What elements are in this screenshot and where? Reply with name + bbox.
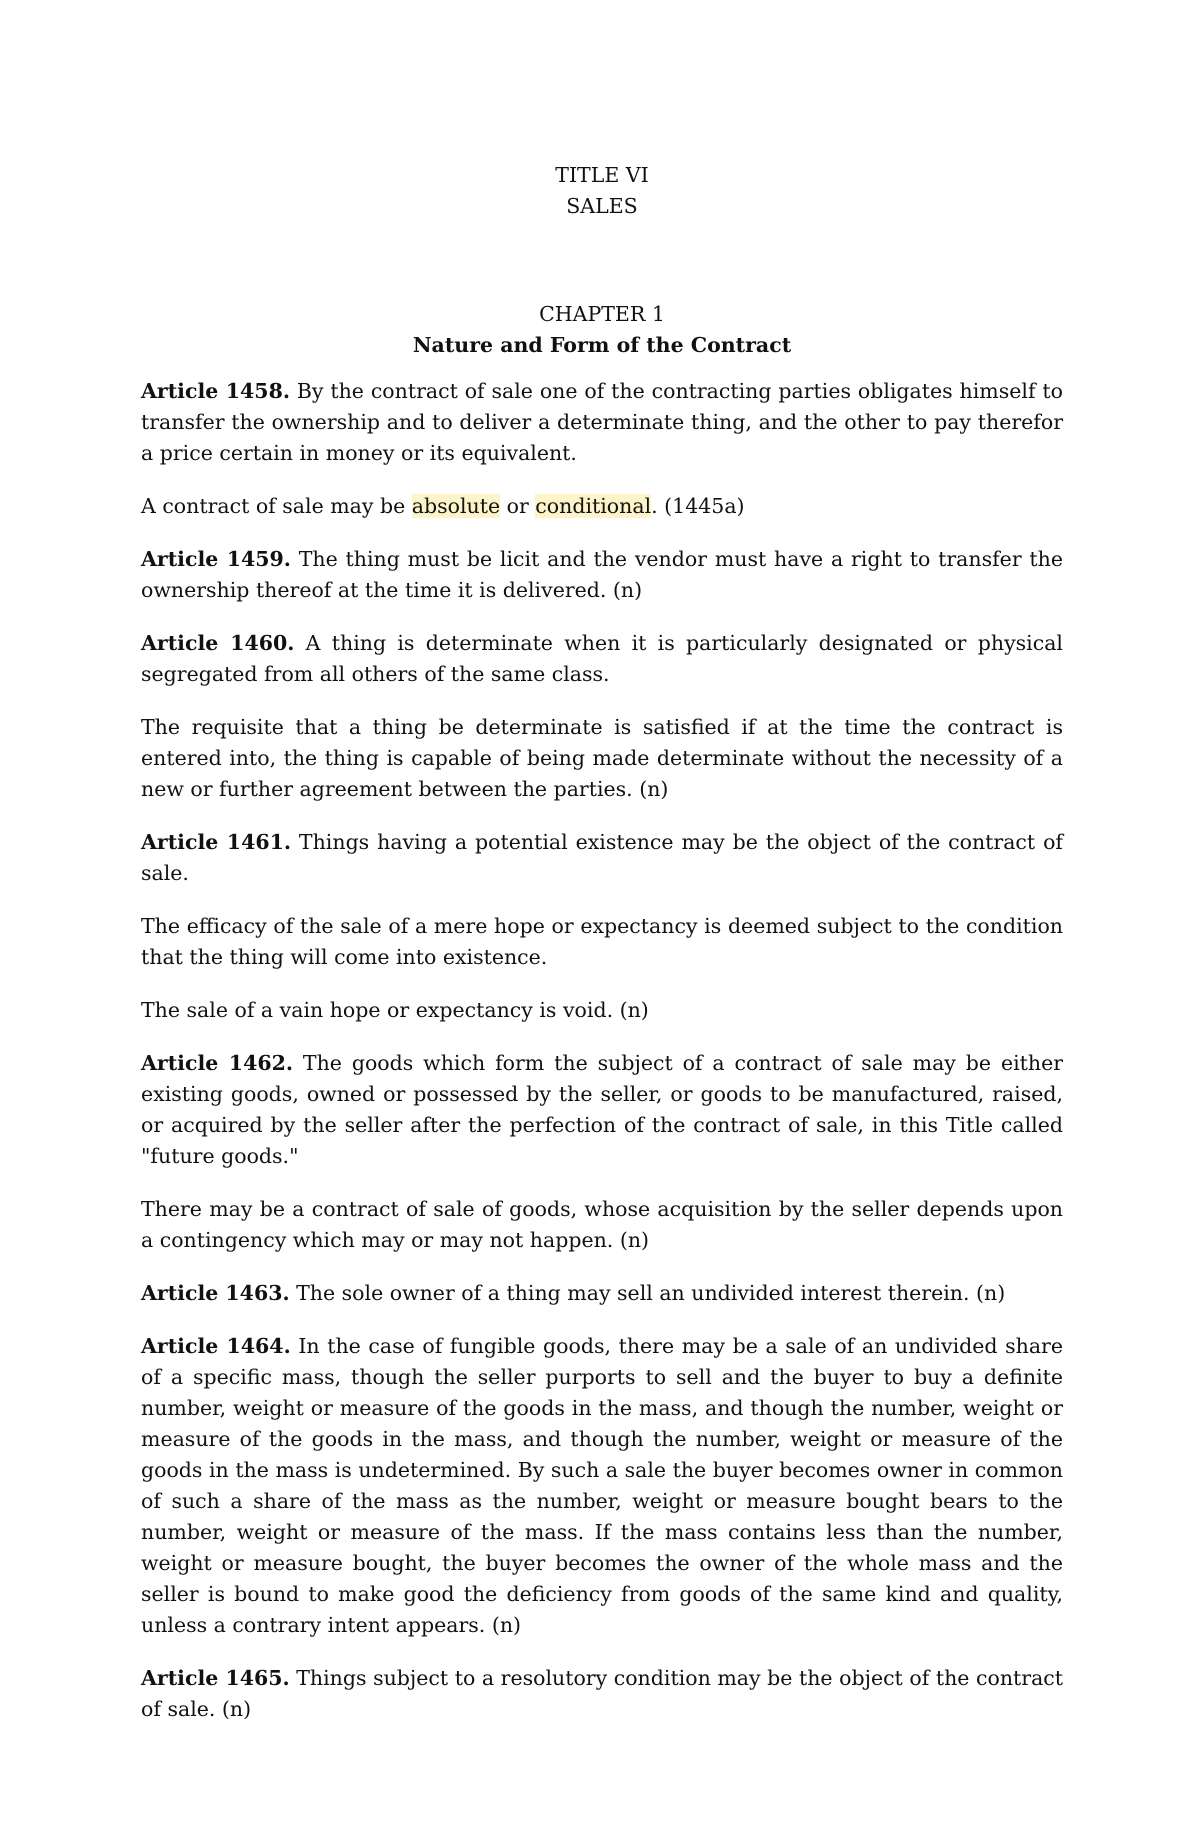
article-1461-continuation-2 [141, 995, 1063, 1026]
paragraph-text-start: A contract of sale may be [141, 494, 412, 518]
paragraph-text: The sale of a vain hope or expectancy is void. (n) [141, 998, 649, 1022]
article-1460-continuation [141, 712, 1063, 805]
chapter-heading [141, 299, 1063, 361]
paragraph-text-mid: or [500, 494, 536, 518]
highlighted-word-conditional: conditional [535, 494, 652, 518]
article-text: The goods which form the subject of a contract of sale may be either existing goods, owned or possessed by the seller, or goods to be manufactured, raised, or acquired by the seller after the perfection of the contract of sale, in this Title called "future goods." [141, 1051, 1063, 1168]
document-page [141, 160, 1063, 1747]
article-1464-paragraph [141, 1331, 1063, 1641]
chapter-name: Nature and Form of the Contract [412, 333, 792, 357]
article-label: Article 1458. [141, 379, 290, 403]
article-1461-continuation [141, 911, 1063, 973]
title-number: TITLE VI [555, 163, 649, 187]
article-text: Things subject to a resolutory condition may be the object of the contract of sale. (n) [141, 1666, 1064, 1721]
article-1463-paragraph [141, 1278, 1063, 1309]
article-label: Article 1459. [141, 547, 291, 571]
title-name: SALES [566, 194, 638, 218]
paragraph-text: The requisite that a thing be determinate is satisfied if at the time the contract is entered into, the thing is capable of being made determinate without the necessity of a new or further agreement between the parties. (n) [141, 715, 1063, 801]
article-1465-paragraph [141, 1663, 1063, 1725]
article-text: The sole owner of a thing may sell an undivided interest therein. (n) [289, 1281, 1006, 1305]
highlighted-word-absolute: absolute [411, 494, 501, 518]
article-1458-paragraph [141, 376, 1063, 469]
article-label: Article 1460. [141, 631, 295, 655]
article-1459-paragraph [141, 544, 1063, 606]
article-text: Things having a potential existence may be the object of the contract of sale. [141, 830, 1063, 885]
article-label: Article 1461. [141, 830, 292, 854]
article-text: The thing must be licit and the vendor must have a right to transfer the ownership thereof at the time it is delivered. (n) [141, 547, 1063, 602]
article-1461-paragraph [141, 827, 1063, 889]
article-label: Article 1465. [141, 1666, 290, 1690]
article-label: Article 1462. [141, 1051, 293, 1075]
paragraph-text-end: . (1445a) [651, 494, 745, 518]
article-label: Article 1463. [141, 1281, 290, 1305]
article-text: By the contract of sale one of the contracting parties obligates himself to transfer the ownership and to deliver a determinate thing, and the other to pay therefor a price certain in money or its equivalent. [141, 379, 1063, 465]
article-1462-paragraph [141, 1048, 1063, 1172]
article-1462-continuation [141, 1194, 1063, 1256]
article-1460-paragraph [141, 628, 1063, 690]
paragraph-text: There may be a contract of sale of goods, whose acquisition by the seller depends upon a contingency which may or may not happen. (n) [141, 1197, 1063, 1252]
paragraph-text: The efficacy of the sale of a mere hope or expectancy is deemed subject to the condition that the thing will come into existence. [141, 914, 1063, 969]
title-heading [141, 160, 1063, 222]
chapter-number: CHAPTER 1 [539, 302, 665, 326]
article-text: In the case of fungible goods, there may be a sale of an undivided share of a specific mass, though the seller purports to sell and the buyer to buy a definite number, weight or measure of the goods in the mass, and though the number, weight or measure of the goods in the mass, and though the number, weight or measure of the goods in the mass is undetermined. By such a sale the buyer becomes owner in common of such a share of the mass as the number, weight or measure bought bears to the number, weight or measure of the mass. If the mass contains less than the number, weight or measure bought, the buyer becomes the owner of the whole mass and the seller is bound to make good the deficiency from goods of the same kind and quality, unless a contrary intent appears. (n) [141, 1334, 1063, 1637]
article-label: Article 1464. [141, 1334, 291, 1358]
article-text: A thing is determinate when it is particularly designated or physical segregated from all others of the same class. [141, 631, 1063, 686]
sale-type-paragraph [141, 491, 1063, 522]
